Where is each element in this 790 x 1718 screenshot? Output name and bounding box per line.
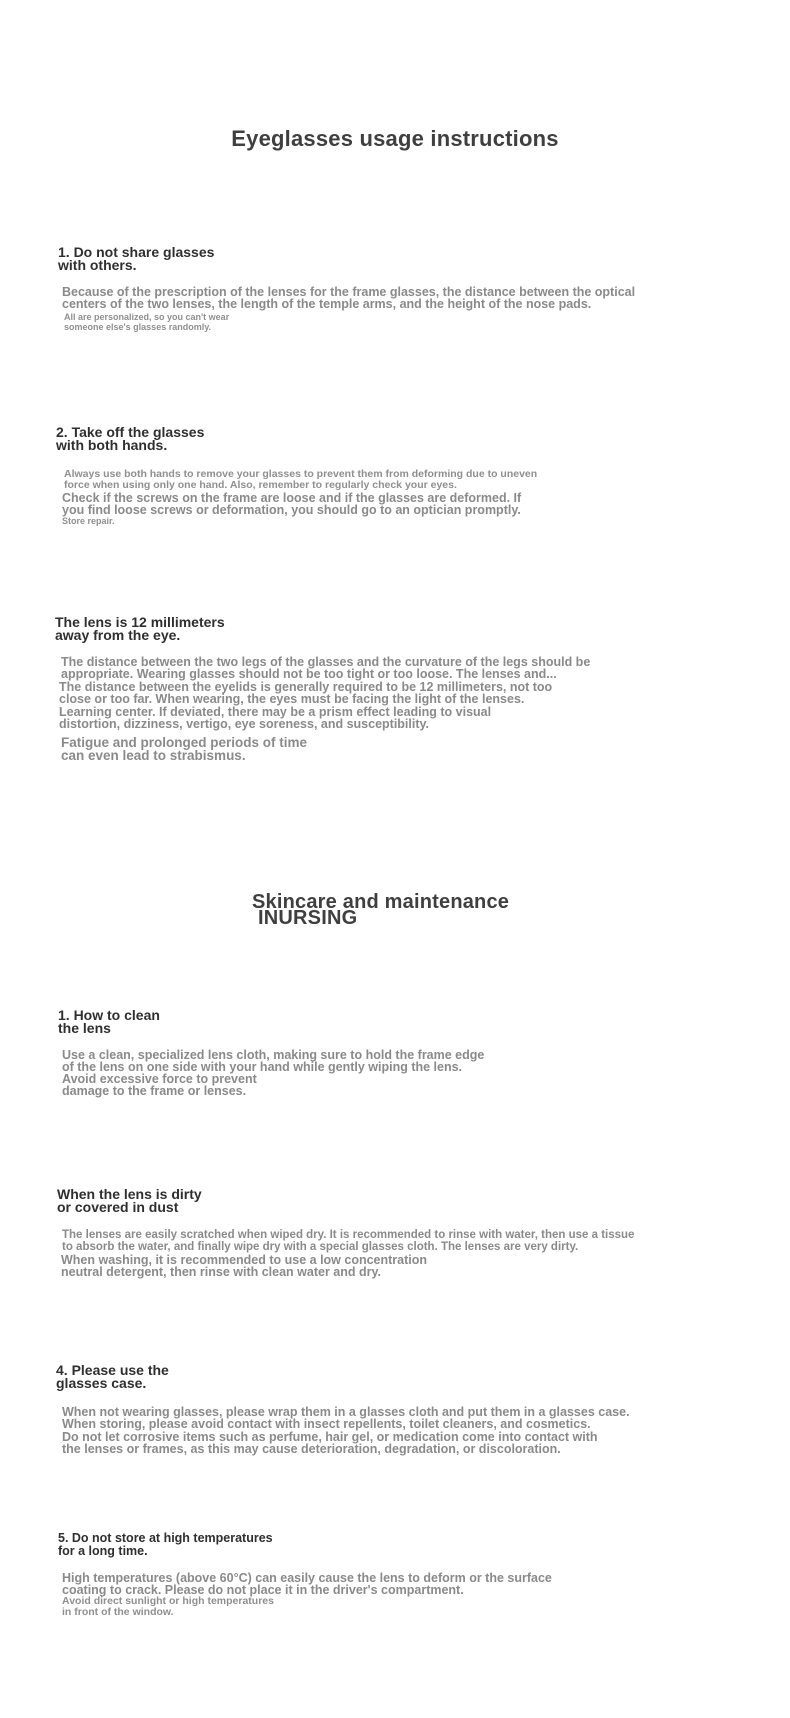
section-paragraph: The lenses are easily scratched when wiped dry. It is recommended to rinse with water, then use a tissue to absorb the water, and finally wipe dry with a special glasses cloth. The lenses are very dirty.: [62, 1229, 635, 1253]
section-paragraph: Use a clean, specialized lens cloth, making sure to hold the frame edge of the lens on one side with your hand while gently wiping the lens.: [62, 1048, 485, 1074]
page-title: Eyeglasses usage instructions: [231, 126, 559, 151]
section-paragraph: Because of the prescription of the lenses for the frame glasses, the distance between the optical centers of the two lenses, the length of the temple arms, and the height of the nose pads.: [62, 285, 636, 311]
section-heading: 1. Do not share glasses with others.: [58, 244, 215, 273]
section-paragraph: Avoid excessive force to prevent damage to the frame or lenses.: [62, 1072, 257, 1098]
section-heading: 5. Do not store at high temperatures for a long time.: [58, 1531, 273, 1558]
section-heading: 4. Please use the glasses case.: [56, 1362, 169, 1391]
section-note: All are personalized, so you can't wear someone else's glasses randomly.: [64, 312, 230, 332]
section-note: Store repair.: [62, 516, 115, 526]
section-paragraph: High temperatures (above 60°C) can easily cause the lens to deform or the surface coating to crack. Please do not place it in the driver's compartment.: [62, 1571, 552, 1597]
section-heading: When the lens is dirty or covered in dust: [57, 1186, 202, 1215]
care-title-line: Skincare and maintenance: [252, 891, 510, 913]
section-paragraph: Always use both hands to remove your glasses to prevent them from deforming due to uneven force when using only one hand. Also, remember to regularly check your eyes.: [64, 468, 538, 491]
section-paragraph: Check if the screws on the frame are loose and if the glasses are deformed. If you find loose screws or deformation, you should go to an optician promptly.: [62, 491, 522, 517]
section-paragraph: The distance between the two legs of the glasses and the curvature of the legs should be appropriate. Wearing glasses should not be too tight or too loose. The lenses and...: [61, 655, 591, 681]
section-note: Avoid direct sunlight or high temperatures in front of the window.: [62, 1595, 274, 1618]
section-heading: The lens is 12 millimeters away from the eye.: [55, 614, 225, 643]
section-heading: 1. How to clean the lens: [58, 1007, 160, 1036]
section-paragraph: Fatigue and prolonged periods of time can even lead to strabismus.: [61, 735, 308, 763]
care-title-line: INURSING: [258, 907, 358, 929]
section-paragraph: Learning center. If deviated, there may be a prism effect leading to visual distortion, dizziness, vertigo, eye soreness, and susceptibility.: [59, 705, 492, 731]
section-heading: 2. Take off the glasses with both hands.: [56, 424, 205, 453]
section-paragraph: Do not let corrosive items such as perfume, hair gel, or medication come into contact with the lenses or frames, as this may cause deterioration, degradation, or discoloration.: [62, 1430, 598, 1456]
section-paragraph: When washing, it is recommended to use a low concentration neutral detergent, then rinse with clean water and dry.: [61, 1253, 428, 1279]
section-paragraph: The distance between the eyelids is generally required to be 12 millimeters, not too close or too far. When wearing, the eyes must be facing the light of the lenses.: [59, 680, 553, 706]
section-paragraph: When not wearing glasses, please wrap them in a glasses cloth and put them in a glasses case. When storing, please avoid contact with insect repellents, toilet cleaners, and cosmetics.: [62, 1405, 630, 1431]
